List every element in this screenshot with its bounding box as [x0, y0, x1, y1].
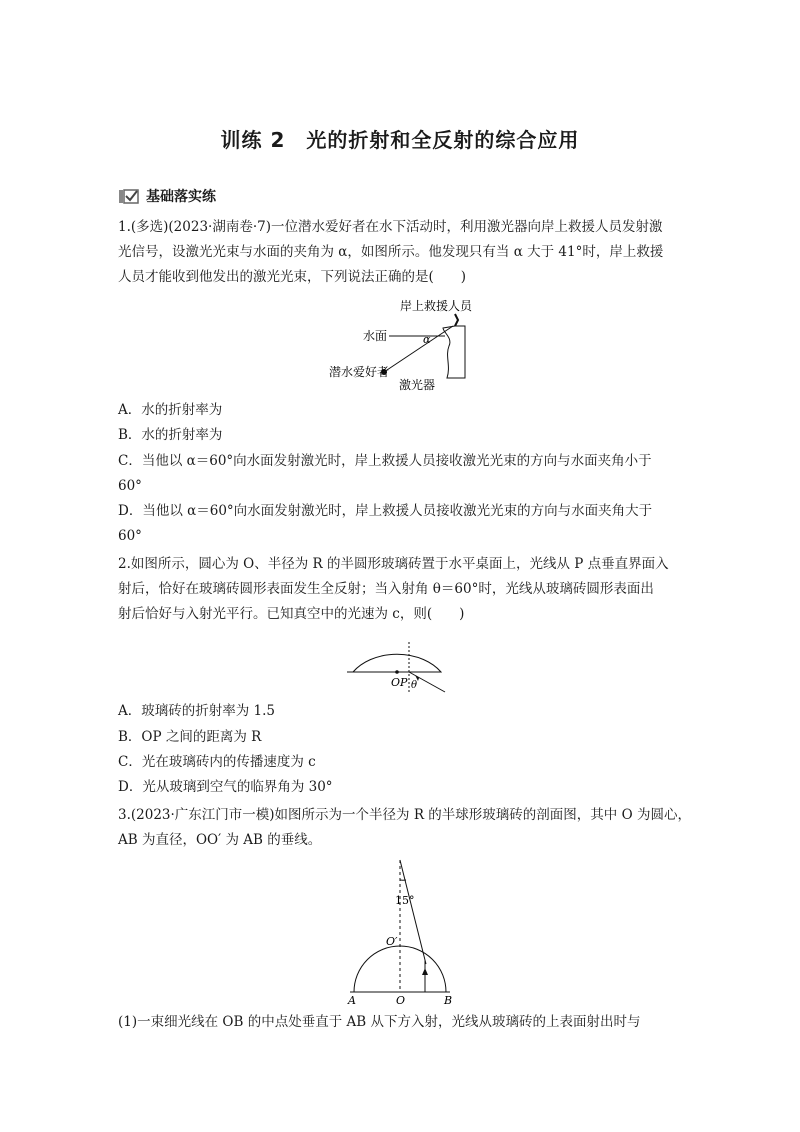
q1-line: 1.(多选)(2023·湖南卷·7)一位潜水爱好者在水下活动时，利用激光器向岸上救援人员发射激 [118, 219, 663, 235]
question-3-stem [118, 803, 691, 853]
q3-label-o: O [396, 994, 406, 1006]
q1-option-c-cont: 60° [118, 478, 142, 494]
q3-label-angle: 15° [395, 894, 415, 907]
q3-label-b: B [444, 994, 453, 1006]
q3-label-o-prime: O′ [386, 935, 398, 948]
q1-label-rescuer: 岸上救援人员 [400, 299, 473, 313]
checkbox-icon [118, 188, 140, 204]
q1-option-d: D．当他以 α＝60°向水面发射激光时，岸上救援人员接收激光光束的方向与水面夹角大于 [118, 503, 653, 519]
section-header [118, 186, 216, 206]
q2-figure [345, 628, 465, 696]
q2-line: 射后恰好与入射光平行。已知真空中的光速为 c，则( ) [118, 606, 465, 622]
q3-line: AB 为直径，OO′ 为 AB 的垂线。 [118, 832, 322, 848]
q2-option-b: B．OP 之间的距离为 R [118, 729, 262, 745]
q2-line: 射后，恰好在玻璃砖圆形表面发生全反射；当入射角 θ＝60°时，光线从玻璃砖圆形表面出 [118, 581, 654, 597]
q1-label-diver: 潜水爱好者 [329, 365, 390, 379]
q1-figure [325, 296, 505, 396]
q3-subquestion-1: (1)一束细光线在 OB 的中点处垂直于 AB 从下方入射，光线从玻璃砖的上表面射出时与 [118, 1014, 641, 1030]
q2-label-theta: θ [411, 680, 418, 691]
section-label: 基础落实练 [146, 189, 216, 205]
q1-line: 光信号，设激光光束与水面的夹角为 α，如图所示。他发现只有当 α 大于 41°时，岸上救援 [118, 244, 664, 260]
q1-label-laser: 激光器 [399, 378, 436, 392]
q2-option-c: C．光在玻璃砖内的传播速度为 c [118, 754, 316, 770]
page-title: 训练 2 光的折射和全反射的综合应用 [220, 128, 580, 152]
question-1-stem [118, 215, 684, 290]
q2-label-p: P [400, 676, 408, 689]
q1-label-surface: 水面 [363, 329, 388, 343]
q1-option-b: B．水的折射率为 [118, 427, 223, 443]
q1-option-c: C．当他以 α＝60°向水面发射激光时，岸上救援人员接收激光光束的方向与水面夹角小于 [118, 453, 652, 469]
q2-option-d: D．光从玻璃到空气的临界角为 30° [118, 779, 333, 795]
q1-option-a: A．水的折射率为 [118, 402, 223, 418]
q2-label-o: O [391, 676, 401, 689]
q1-line: 人员才能收到他发出的激光光束，下列说法正确的是( ) [118, 269, 467, 285]
q3-figure [340, 856, 470, 1006]
q3-line: 3.(2023·广东江门市一模)如图所示为一个半径为 R 的半球形玻璃砖的剖面图，其中 O 为圆心， [118, 807, 691, 823]
q1-option-d-cont: 60° [118, 528, 142, 544]
q1-label-alpha: α [423, 333, 431, 346]
q2-line: 2.如图所示，圆心为 O、半径为 R 的半圆形玻璃砖置于水平桌面上，光线从 P 点垂直界面入 [118, 556, 669, 572]
question-2-stem [118, 552, 684, 627]
q3-label-a: A [348, 994, 356, 1006]
q2-option-a: A．玻璃砖的折射率为 1.5 [118, 703, 276, 719]
